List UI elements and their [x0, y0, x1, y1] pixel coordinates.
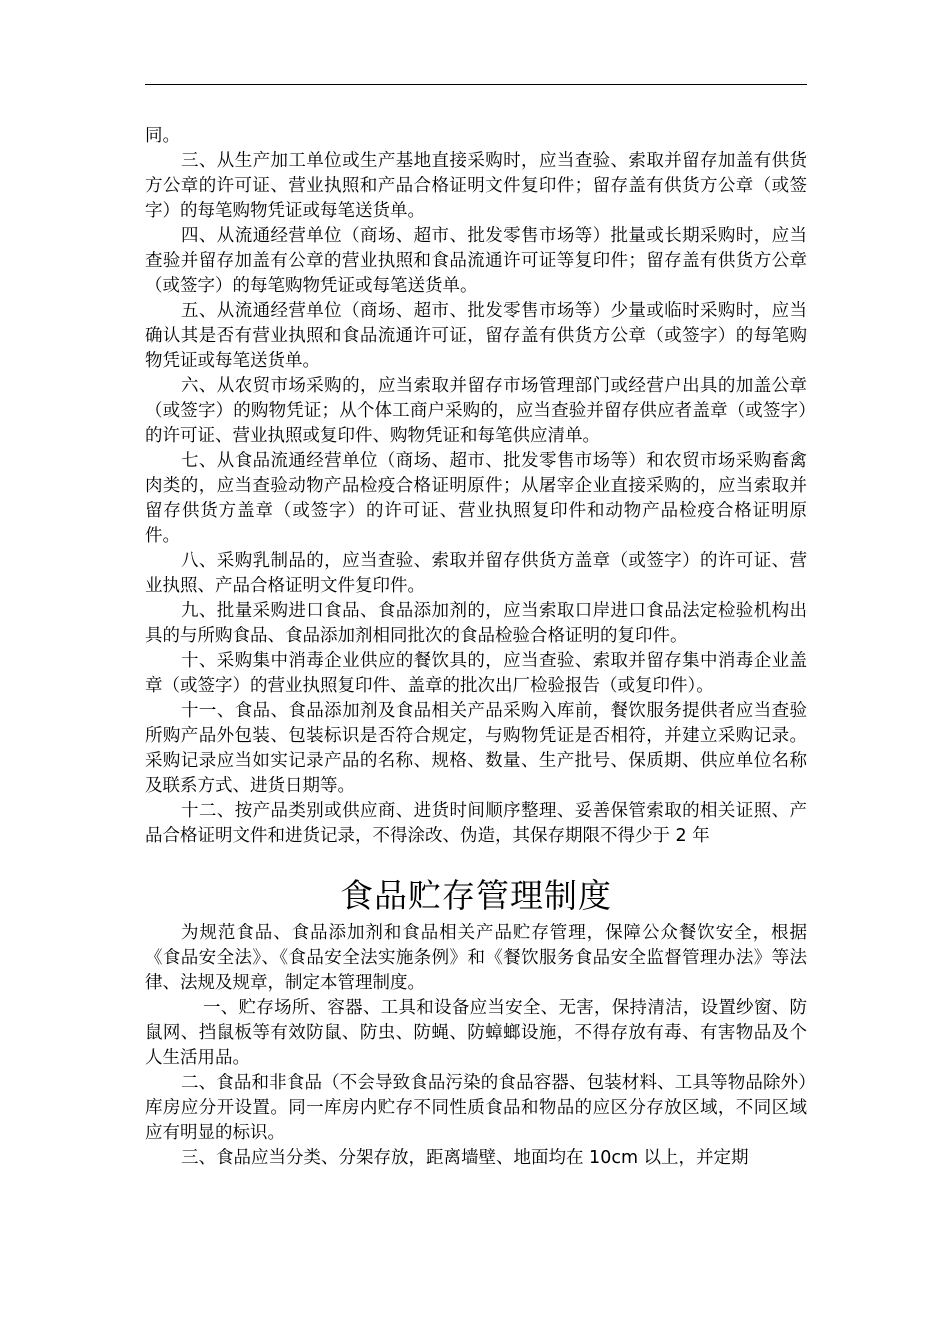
paragraph-item-11: 十一、食品、食品添加剂及食品相关产品采购入库前，餐饮服务提供者应当查验所购产品外包装、包装标识是否符合规定，与购物凭证是否相符，并建立采购记录。采购记录应当如实记录产品的名称、规格、数量、生产批号、保质期、供应单位名称及联系方式、进货日期等。: [145, 701, 807, 796]
paragraph-item-7: 七、从食品流通经营单位（商场、超市、批发零售市场等）和农贸市场采购畜禽肉类的，应当查验动物产品检疫合格证明原件；从屠宰企业直接采购的，应当索取并留存供货方盖章（或签字）的许可证、营业执照复印件和动物产品检疫合格证明原件。: [145, 451, 807, 546]
paragraph-item-9: 九、批量采购进口食品、食品添加剂的，应当索取口岸进口食品法定检验机构出具的与所购食品、食品添加剂相同批次的食品检验合格证明的复印件。: [145, 601, 807, 646]
paragraph-item-10: 十、采购集中消毒企业供应的餐饮具的，应当查验、索取并留存集中消毒企业盖章（或签字）的营业执照复印件、盖章的批次出厂检验报告（或复印件）。: [145, 651, 807, 696]
paragraph-continuation: 同。: [145, 126, 180, 146]
paragraph-item-4: 四、从流通经营单位（商场、超市、批发零售市场等）批量或长期采购时，应当查验并留存加盖有公章的营业执照和食品流通许可证等复印件；留存盖有供货方公章（或签字）的每笔购物凭证或每笔送货单。: [145, 226, 807, 296]
paragraph-item-3: 三、从生产加工单位或生产基地直接采购时，应当查验、索取并留存加盖有供货方公章的许可证、营业执照和产品合格证明文件复印件；留存盖有供货方公章（或签字）的每笔购物凭证或每笔送货单。: [145, 151, 807, 221]
section-title: 食品贮存管理制度: [340, 876, 612, 915]
paragraph-item-8: 八、采购乳制品的，应当查验、索取并留存供货方盖章（或签字）的许可证、营业执照、产品合格证明文件复印件。: [145, 551, 807, 596]
paragraph-intro: 为规范食品、食品添加剂和食品相关产品贮存管理，保障公众餐饮安全，根据《食品安全法》、《食品安全法实施条例》和《餐饮服务食品安全监督管理办法》等法律、法规及规章，制定本管理制度。: [145, 923, 807, 993]
header-rule: [145, 84, 807, 85]
paragraph-storage-item-1: 一、贮存场所、容器、工具和设备应当安全、无害，保持清洁，设置纱窗、防鼠网、挡鼠板等有效防鼠、防虫、防蝇、防蟑螂设施，不得存放有毒、有害物品及个人生活用品。: [145, 998, 807, 1068]
paragraph-item-5: 五、从流通经营单位（商场、超市、批发零售市场等）少量或临时采购时，应当确认其是否有营业执照和食品流通许可证，留存盖有供货方公章（或签字）的每笔购物凭证或每笔送货单。: [145, 301, 807, 371]
document-body: [145, 124, 807, 1171]
paragraph-storage-item-2: 二、食品和非食品（不会导致食品污染的食品容器、包装材料、工具等物品除外）库房应分开设置。同一库房内贮存不同性质食品和物品的应区分存放区域，不同区域应有明显的标识。: [145, 1073, 807, 1143]
paragraph-item-6: 六、从农贸市场采购的，应当索取并留存市场管理部门或经营户出具的加盖公章（或签字）的购物凭证；从个体工商户采购的，应当查验并留存供应者盖章（或签字）的许可证、营业执照或复印件、购物凭证和每笔供应清单。: [145, 376, 807, 446]
paragraph-item-12: 十二、按产品类别或供应商、进货时间顺序整理、妥善保管索取的相关证照、产品合格证明文件和进货记录，不得涂改、伪造，其保存期限不得少于 2 年: [145, 801, 807, 846]
paragraph-storage-item-3: 三、食品应当分类、分架存放，距离墙壁、地面均在 10cm 以上，并定期: [181, 1148, 749, 1168]
